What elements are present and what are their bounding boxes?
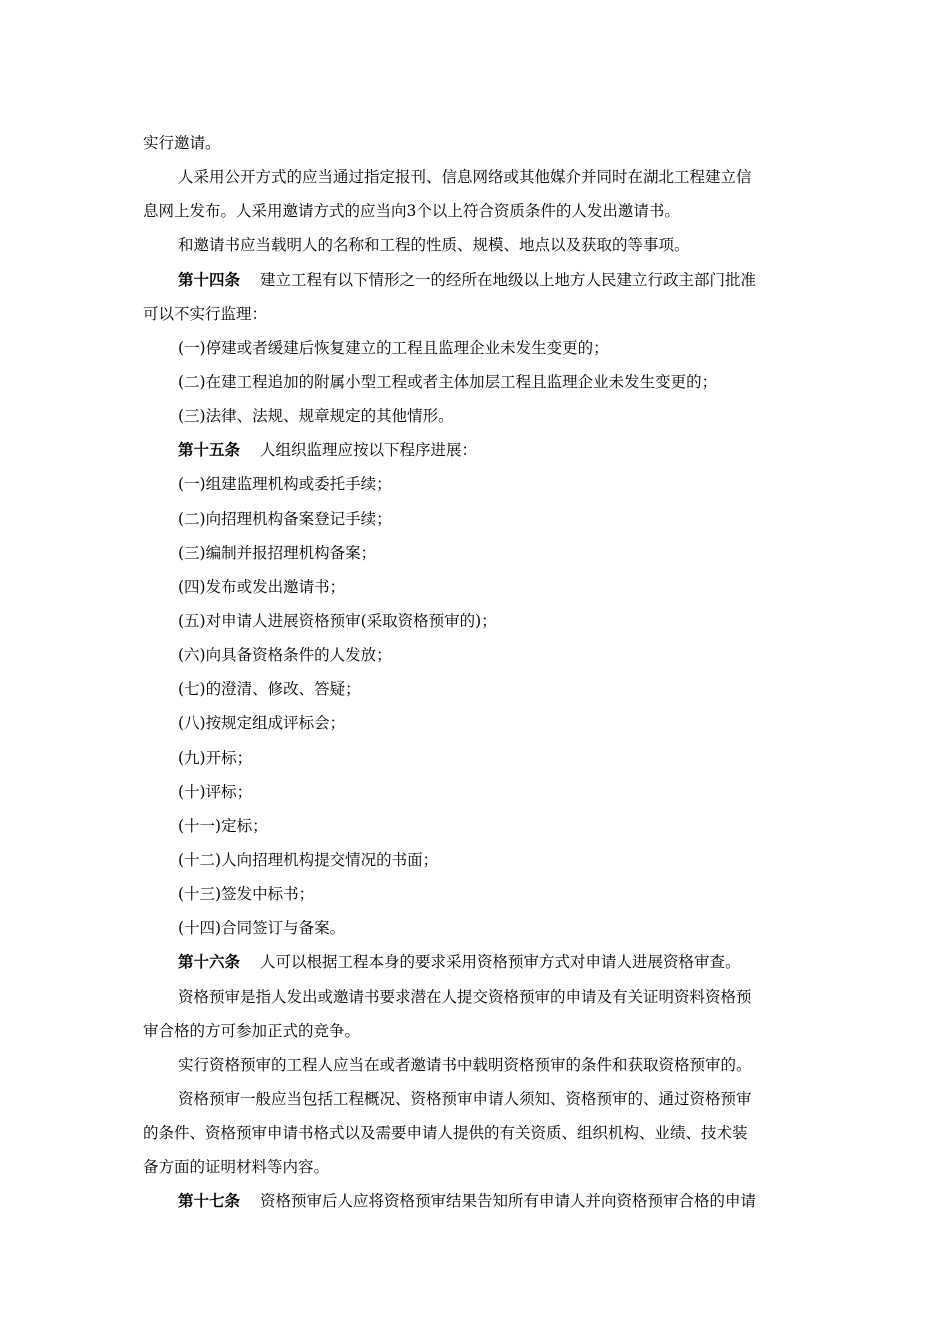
- line-text: (二)在建工程追加的附属小型工程或者主体加层工程且监理企业未发生变更的；: [178, 372, 718, 391]
- article-line: [143, 1184, 811, 1218]
- paragraph-line: [143, 160, 811, 194]
- line-text: (八)按规定组成评标会；: [178, 714, 346, 733]
- paragraph-line: [143, 1116, 811, 1150]
- line-text: 资格预审后人应将资格预审结果告知所有申请人并向资格预审合格的申请: [260, 1192, 757, 1211]
- line-text: 资格预审一般应当包括工程概况、资格预审申请人须知、资格预审的、通过资格预审: [178, 1089, 752, 1108]
- paragraph-line: [143, 331, 811, 365]
- line-text: 资格预审是指人发出或邀请书要求潜在人提交资格预审的申请及有关证明资料资格预: [178, 987, 752, 1006]
- line-text: 实行邀请。: [143, 134, 221, 152]
- paragraph-line: [143, 638, 811, 672]
- line-text: 人组织监理应按以下程序进展：: [260, 441, 478, 460]
- line-text: (六)向具备资格条件的人发放；: [178, 646, 392, 665]
- line-text: (一)停建或者缓建后恢复建立的工程且监理企业未发生变更的；: [178, 338, 609, 357]
- article-number: 第十七条: [178, 1191, 241, 1211]
- line-text: (四)发布或发出邀请书；: [178, 577, 346, 596]
- line-text: 人可以根据工程本身的要求采用资格预审方式对申请人进展资格审查。: [260, 953, 741, 972]
- line-text: (一)组建监理机构或委托手续；: [178, 475, 392, 494]
- line-text: 实行资格预审的工程人应当在或者邀请书中载明资格预审的条件和获取资格预审的。: [178, 1055, 752, 1074]
- document-body: [143, 126, 811, 1219]
- paragraph-line: [143, 604, 811, 638]
- line-text: 审合格的方可参加正式的竞争。: [143, 1021, 361, 1040]
- paragraph-line: [143, 1150, 811, 1184]
- line-text: (十)评标；: [178, 782, 253, 801]
- article-line: [143, 263, 811, 297]
- paragraph-line: [143, 467, 811, 501]
- line-text: (七)的澄清、修改、答疑；: [178, 680, 361, 699]
- paragraph-line: [143, 911, 811, 945]
- line-text: (十四)合同签订与备案。: [178, 919, 346, 938]
- line-text: (三)法律、法规、规章规定的其他情形。: [178, 407, 454, 426]
- paragraph-line: [143, 877, 811, 911]
- line-text: 人采用公开方式的应当通过指定报刊、信息网络或其他媒介并同时在湖北工程建立信: [178, 168, 752, 187]
- paragraph-line: [143, 536, 811, 570]
- paragraph-line: [143, 365, 811, 399]
- paragraph-line: [143, 297, 811, 331]
- paragraph-line: [143, 228, 811, 262]
- paragraph-line: [143, 1048, 811, 1082]
- paragraph-line: [143, 194, 811, 228]
- paragraph-line: [143, 1014, 811, 1048]
- line-text: 息网上发布。人采用邀请方式的应当向3个以上符合资质条件的人发出邀请书。: [143, 202, 680, 221]
- article-number: 第十五条: [178, 440, 241, 460]
- article-number: 第十六条: [178, 952, 241, 972]
- article-number: 第十四条: [178, 269, 241, 289]
- line-text: (十三)签发中标书；: [178, 885, 315, 904]
- paragraph-line: [143, 570, 811, 604]
- line-text: (十二)人向招理机构提交情况的书面；: [178, 850, 439, 869]
- article-line: [143, 945, 811, 979]
- paragraph-line: [143, 399, 811, 433]
- paragraph-line: [143, 843, 811, 877]
- line-text: (五)对申请人进展资格预审(采取资格预审的)；: [178, 611, 497, 630]
- line-text: 建立工程有以下情形之一的经所在地级以上地方人民建立行政主部门批准: [260, 270, 757, 289]
- line-text: 可以不实行监理：: [143, 304, 268, 323]
- paragraph-line: [143, 980, 811, 1014]
- line-text: (十一)定标；: [178, 816, 268, 835]
- line-text: (九)开标；: [178, 748, 253, 767]
- paragraph-line: [143, 502, 811, 536]
- paragraph-line: [143, 1082, 811, 1116]
- line-text: 备方面的证明材料等内容。: [143, 1158, 330, 1177]
- paragraph-line: [143, 706, 811, 740]
- paragraph-line: [143, 741, 811, 775]
- line-text: (三)编制并报招理机构备案；: [178, 543, 377, 562]
- paragraph-line: [143, 126, 811, 160]
- paragraph-line: [143, 672, 811, 706]
- line-text: 的条件、资格预审申请书格式以及需要申请人提供的有关资质、组织机构、业绩、技术装: [143, 1124, 748, 1143]
- line-text: (二)向招理机构备案登记手续；: [178, 509, 392, 528]
- line-text: 和邀请书应当载明人的名称和工程的性质、规模、地点以及获取的等事项。: [178, 236, 690, 255]
- paragraph-line: [143, 775, 811, 809]
- article-line: [143, 433, 811, 467]
- paragraph-line: [143, 809, 811, 843]
